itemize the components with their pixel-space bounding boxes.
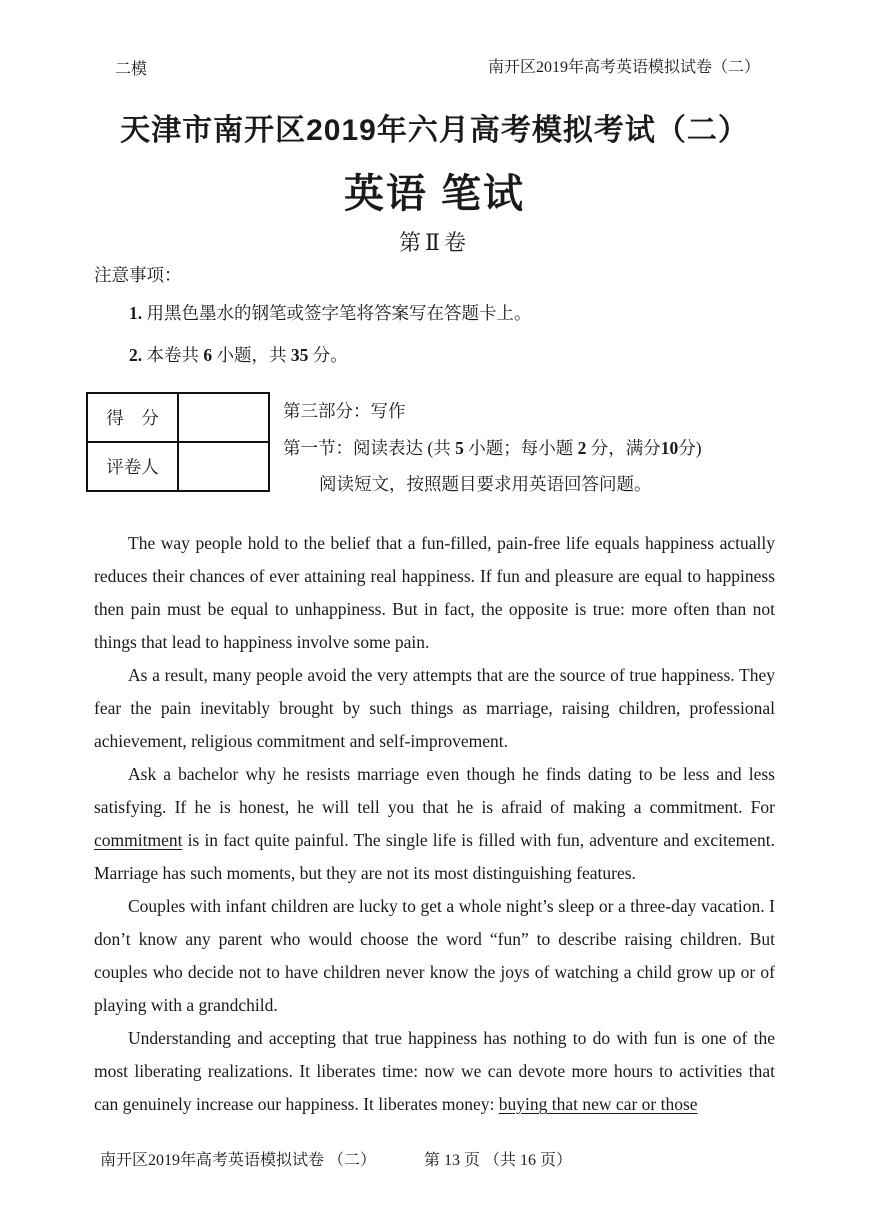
notice-item-2: 2. 本卷共 6 小题，共 35 分。 bbox=[129, 345, 348, 365]
score-table bbox=[86, 392, 270, 492]
header-left-label: 二模 bbox=[115, 61, 148, 78]
section-node-line: 第一节：阅读表达 (共 5 小题；每小题 2 分，满分10分) bbox=[283, 437, 702, 458]
exam-title: 天津市南开区2019年六月高考模拟考试（二） bbox=[120, 114, 749, 147]
footer-page-label: 第 13 页 （共 16 页） bbox=[424, 1152, 573, 1169]
reviewer-blank-cell bbox=[178, 442, 269, 491]
exam-subtitle: 英语 笔试 bbox=[343, 172, 526, 216]
reviewer-label: 评卷人 bbox=[87, 442, 178, 491]
score-label: 得 分 bbox=[87, 393, 178, 442]
reviewer-row bbox=[87, 442, 269, 491]
footer-left-label: 南开区2019年高考英语模拟试卷 （二） bbox=[100, 1152, 377, 1169]
passage-paragraph-3: Ask a bachelor why he resists marriage even though he finds dating to be less and less satisfying. If he is honest, he will tell you that he is afraid of making a commitment. For commitment is in fact quite painful. The single life is filled with fun, adventure and excitement. Marriage has such moments, but they are not its most distinguishing features. bbox=[94, 764, 775, 883]
section-part-line: 第三部分：写作 bbox=[283, 401, 406, 421]
header-right-label: 南开区2019年高考英语模拟试卷（二） bbox=[487, 59, 760, 76]
passage-paragraph-4: Couples with infant children are lucky to get a whole night’s sleep or a three-day vacation. I don’t know any parent who would choose the word “fun” to describe raising children. But couples who decide not to have children never know the joys of watching a child grow up or of playing with a grandchild. bbox=[94, 896, 775, 1015]
score-blank-cell bbox=[178, 393, 269, 442]
passage-paragraph-5: Understanding and accepting that true happiness has nothing to do with fun is one of the most liberating realizations. It liberates time: now we can devote more hours to activities that can genuinely increase our happiness. It liberates money: buying that new car or those bbox=[94, 1028, 775, 1114]
notice-item-1: 1. 用黑色墨水的钢笔或签字笔将答案写在答题卡上。 bbox=[129, 303, 532, 323]
passage-paragraph-1: The way people hold to the belief that a fun-filled, pain-free life equals happiness actually reduces their chances of ever attaining real happiness. If fun and pleasure are equal to happiness then pain must be equal to unhappiness. But in fact, the opposite is true: more often than not things that lead to happiness involve some pain. bbox=[94, 533, 775, 652]
section-instruction: 阅读短文，按照题目要求用英语回答问题。 bbox=[319, 474, 652, 494]
volume-label: 第Ⅱ卷 bbox=[399, 230, 470, 255]
section-heading-block bbox=[283, 393, 788, 503]
passage bbox=[94, 527, 775, 1121]
notice-heading: 注意事项： bbox=[94, 265, 182, 285]
score-row bbox=[87, 393, 269, 442]
passage-paragraph-2: As a result, many people avoid the very attempts that are the source of true happiness. They fear the pain inevitably brought by such things as marriage, raising children, professional achievement, religious commitment and self-improvement. bbox=[94, 665, 775, 751]
